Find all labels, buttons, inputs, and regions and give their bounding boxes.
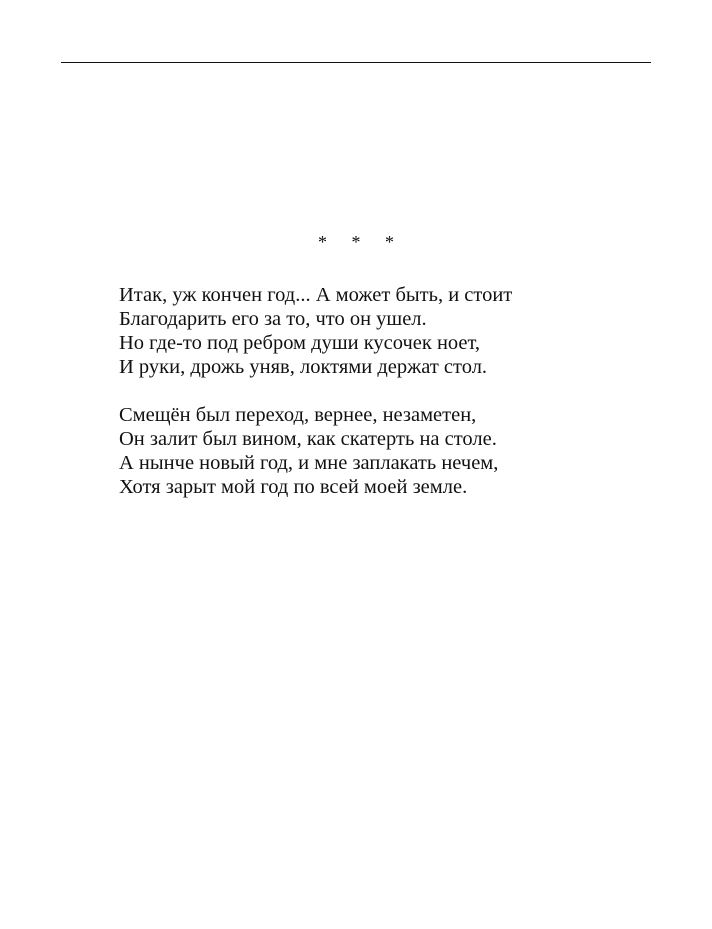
poem [119, 283, 679, 499]
section-ornament: * * * [318, 232, 404, 252]
stanza [119, 283, 679, 379]
poem-line: Благодарить его за то, что он ушел. [119, 308, 427, 330]
poem-line: А нынче новый год, и мне заплакать нечем, [119, 452, 499, 474]
poem-line: Но где-то под ребром души кусочек ноет, [119, 332, 481, 354]
poem-line: Хотя зарыт мой год по всей моей земле. [119, 476, 468, 498]
stanza [119, 403, 679, 499]
poem-line: И руки, дрожь уняв, локтями держат стол. [119, 356, 488, 378]
top-rule [61, 62, 651, 63]
poem-line: Смещён был переход, вернее, незаметен, [119, 404, 477, 426]
poem-line: Итак, уж кончен год... А может быть, и стоит [119, 284, 513, 306]
poem-line: Он залит был вином, как скатерть на столе. [119, 428, 497, 450]
